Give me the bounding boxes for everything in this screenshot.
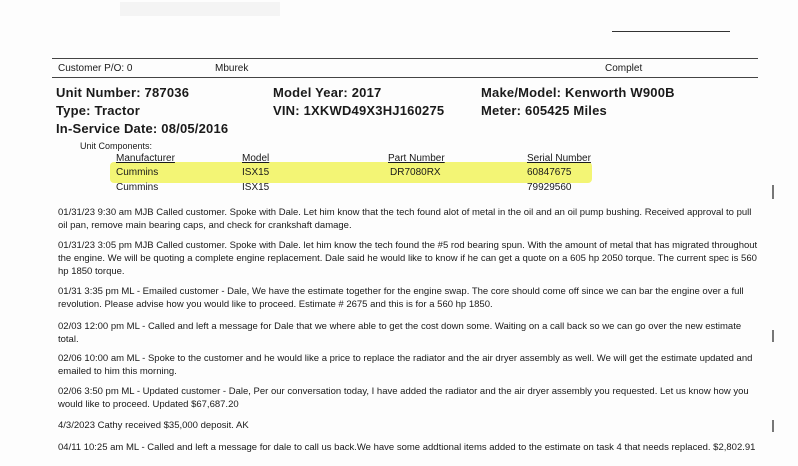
scan-mark bbox=[772, 420, 774, 432]
col-model: Model bbox=[242, 153, 270, 164]
unit-number: Unit Number: 787036 bbox=[56, 85, 190, 100]
note-entry: 01/31/23 9:30 am MJB Called customer. Spoke with Dale. Let him know that the tech found alot of metal in the oil and an oil pump bushing. Received approval to pull oil pan, remove main bearing caps, and check for crankshaft damage. bbox=[58, 207, 752, 231]
cell-model: ISX15 bbox=[242, 167, 270, 178]
note-entry: 01/31 3:35 pm ML - Emailed customer - Dale, We have the estimate together for the engine swap. The core should come off since we can bar the engine over a full revolution. Please advise how you would like to proceed. Estimate # 2675 and this is for a 560 hp 1850. bbox=[58, 286, 744, 310]
header-rule-top bbox=[52, 58, 758, 59]
note-entry: 02/06 3:50 pm ML - Updated customer - Dale, Per our conversation today, I have added the radiator and the air dryer assembly you requested. Let us know how you would like to proceed. Updated $67,687.20 bbox=[58, 386, 749, 410]
col-manufacturer: Manufacturer bbox=[116, 153, 175, 164]
make-model: Make/Model: Kenworth W900B bbox=[481, 85, 675, 100]
header-user: Mburek bbox=[215, 63, 249, 74]
model-year: Model Year: 2017 bbox=[273, 85, 382, 100]
header-rule-bottom bbox=[52, 77, 758, 78]
vin: VIN: 1XKWD49X3HJ160275 bbox=[273, 103, 445, 118]
unit-type: Type: Tractor bbox=[56, 103, 140, 118]
note-entry: 01/31/23 3:05 pm MJB Called customer. Spoke with Dale. let him know the tech found the #5 rod bearing spun. With the amount of metal that has migrated throughout the engine. We will be quoting a complete engine replacement. Dale said he would like to know if he can get a quote on a 605 hp 2050 torque. The current spec is 560 hp 1850 torque. bbox=[58, 240, 758, 277]
cell-manufacturer: Cummins bbox=[116, 167, 159, 178]
signature-line bbox=[612, 31, 730, 32]
cell-serial-number: 79929560 bbox=[527, 182, 572, 193]
note-entry: 02/06 10:00 am ML - Spoke to the customer and he would like a price to replace the radiator and the air dryer assembly as well. We will get the estimate updated and emailed to him this morning. bbox=[58, 353, 753, 377]
col-part-number: Part Number bbox=[388, 153, 445, 164]
scan-mark bbox=[772, 330, 774, 342]
meter: Meter: 605425 Miles bbox=[481, 103, 607, 118]
cell-model: ISX15 bbox=[242, 182, 270, 193]
highlight-mark bbox=[110, 162, 592, 183]
cell-serial-number: 60847675 bbox=[527, 167, 572, 178]
cell-part-number: DR7080RX bbox=[390, 167, 441, 178]
cell-manufacturer: Cummins bbox=[116, 182, 159, 193]
note-entry: 04/11 10:25 am ML - Called and left a message for dale to call us back.We have some addtional items added to the estimate on task 4 that needs replaced. $2,802.91 bbox=[58, 442, 756, 453]
header-status: Complet bbox=[605, 63, 643, 74]
components-label: Unit Components: bbox=[80, 141, 153, 151]
scan-mark bbox=[772, 185, 774, 199]
customer-po: Customer P/O: 0 bbox=[58, 63, 133, 74]
faded-header-text bbox=[120, 2, 280, 16]
col-serial-number: Serial Number bbox=[527, 153, 591, 164]
in-service-date: In-Service Date: 08/05/2016 bbox=[56, 121, 229, 136]
note-entry: 4/3/2023 Cathy received $35,000 deposit. AK bbox=[58, 420, 249, 431]
note-entry: 02/03 12:00 pm ML - Called and left a message for Dale that we where able to get the cost down some. Waiting on a call back so we can go over the new estimate total. bbox=[58, 321, 742, 345]
